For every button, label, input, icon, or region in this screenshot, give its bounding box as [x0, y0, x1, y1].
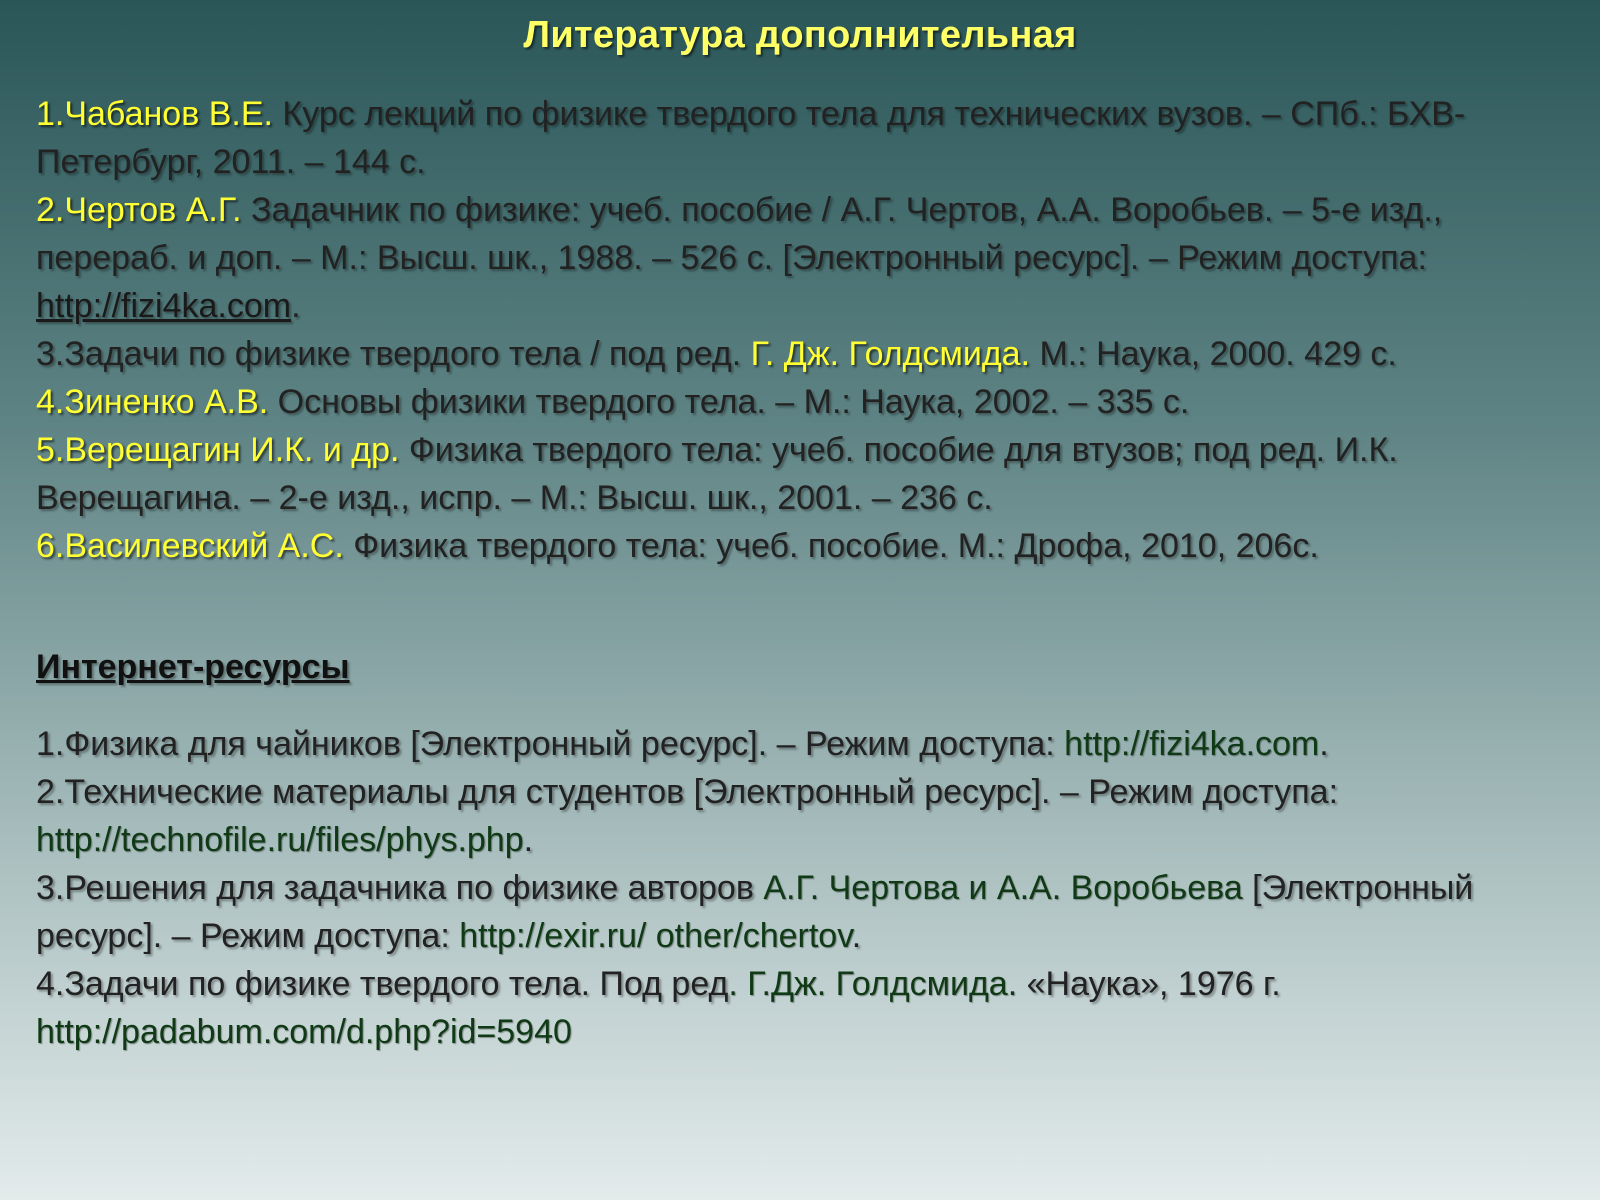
internet-authors: А.Г. Чертова и А.А. Воробьева: [763, 869, 1243, 907]
literature-author: 2.Чертов А.Г.: [36, 191, 242, 229]
internet-item-1: [36, 720, 1576, 768]
internet-heading: Интернет-ресурсы: [36, 648, 350, 686]
internet-item-3: [36, 864, 1576, 960]
literature-text: Основы физики твердого тела. – М.: Наука, 2002. – 335 с.: [268, 383, 1190, 421]
literature-text: М.: Наука, 2000. 429 с.: [1030, 335, 1397, 373]
internet-item-2: [36, 768, 1576, 864]
literature-text: Физика твердого тела: учеб. пособие для втузов; под ред. И.К. Верещагина. – 2-е изд., испр. – М.: Высш. шк., 2001. – 236 с.: [36, 431, 1398, 517]
literature-link[interactable]: http://fizi4ka.com: [36, 287, 292, 325]
internet-list: [36, 720, 1576, 1056]
literature-tail: .: [291, 287, 301, 325]
internet-tail: .: [1319, 725, 1329, 763]
literature-text: Курс лекций по физике твердого тела для технических вузов. – СПб.: БХВ-Петербург, 2011. – 144 с.: [36, 95, 1466, 181]
literature-list: [36, 90, 1576, 570]
literature-item-2: [36, 186, 1576, 330]
literature-item-3: [36, 330, 1576, 378]
internet-text: 4.Задачи по физике твердого тела. Под ред: [36, 965, 729, 1003]
internet-text: 1.Физика для чайников [Электронный ресурс]. – Режим доступа:: [36, 725, 1065, 763]
literature-item-5: [36, 426, 1576, 522]
internet-url[interactable]: http://padabum.com/d.php?id=5940: [36, 1013, 572, 1051]
literature-author: 4.Зиненко А.В.: [36, 383, 269, 421]
internet-url[interactable]: http://fizi4ka.com: [1064, 725, 1320, 763]
internet-text: 2.Технические материалы для студентов [Электронный ресурс]. – Режим доступа:: [36, 773, 1339, 811]
internet-editor: . Г.Дж. Голдсмида.: [728, 965, 1018, 1003]
internet-url[interactable]: http://technofile.ru/files/phys.php: [36, 821, 524, 859]
literature-author: 6.Василевский А.С.: [36, 527, 344, 565]
slide-title: Литература дополнительная: [523, 14, 1077, 56]
literature-item-6: [36, 522, 1576, 570]
internet-item-4: [36, 960, 1576, 1056]
literature-author: 5.Верещагин И.К. и др.: [36, 431, 400, 469]
literature-author: 1.Чабанов В.Е.: [36, 95, 273, 133]
internet-tail: .: [523, 821, 534, 859]
internet-text: 3.Решения для задачника по физике авторов: [36, 869, 764, 907]
literature-text: Задачник по физике: учеб. пособие / А.Г. Чертов, А.А. Воробьев. – 5-е изд., перераб. и доп. – М.: Высш. шк., 1988. – 526 с. [Электронный ресурс]. – Режим доступа:: [36, 191, 1443, 277]
literature-text: 3.Задачи по физике твердого тела / под ред.: [36, 335, 751, 373]
internet-text: «Наука», 1976 г.: [1017, 965, 1281, 1003]
literature-item-1: [36, 90, 1576, 186]
literature-text: Физика твердого тела: учеб. пособие. М.: Дрофа, 2010, 206с.: [343, 527, 1319, 565]
internet-text: [Электронный ресурс]. – Режим доступа:: [36, 869, 1474, 955]
internet-tail: .: [851, 917, 862, 955]
internet-url[interactable]: http://exir.ru/ other/chertov: [459, 917, 852, 955]
literature-editor: Г. Дж. Голдсмида.: [750, 335, 1031, 373]
literature-item-4: [36, 378, 1576, 426]
